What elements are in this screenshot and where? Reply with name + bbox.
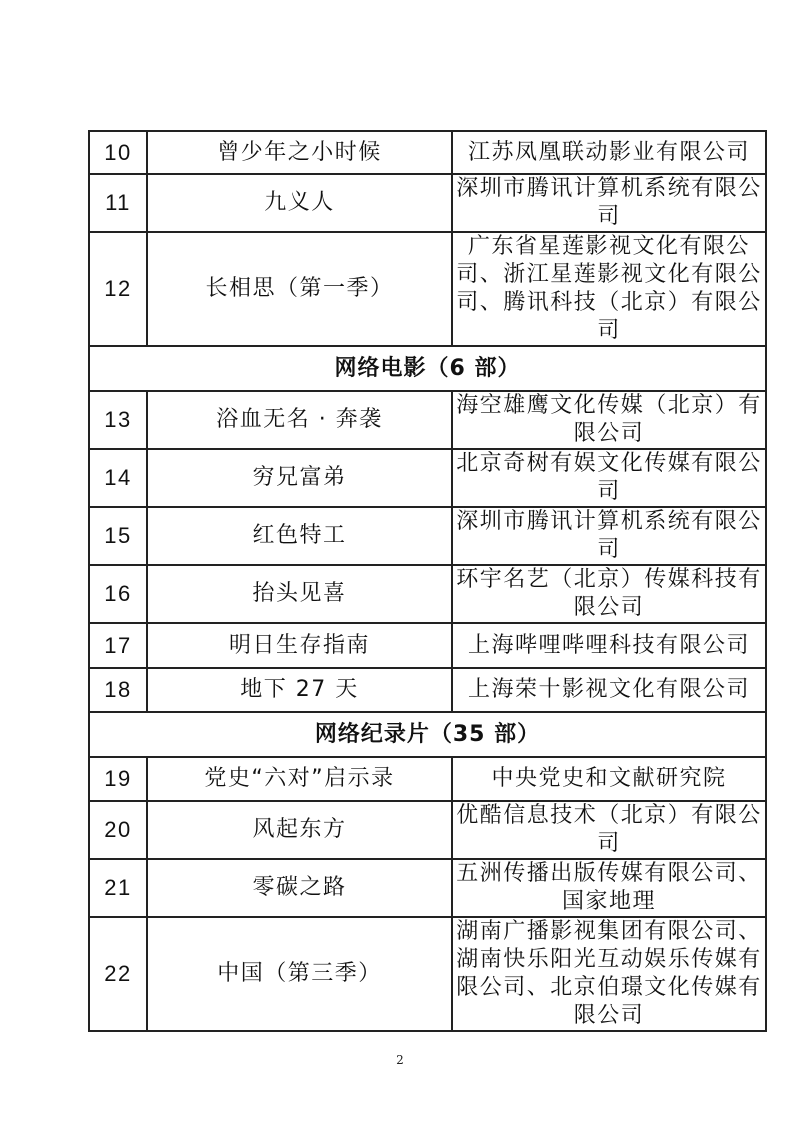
- table-row: [89, 449, 766, 507]
- section-header-row: [89, 346, 766, 391]
- work-title: 曾少年之小时候: [147, 131, 452, 174]
- work-title: 红色特工: [147, 507, 452, 565]
- row-number: 18: [89, 668, 147, 712]
- row-number: 17: [89, 623, 147, 668]
- work-title: 穷兄富弟: [147, 449, 452, 507]
- row-number: 20: [89, 801, 147, 859]
- producer-name: 海空雄鹰文化传媒（北京）有限公司: [456, 393, 762, 446]
- table-row: [89, 668, 766, 712]
- row-number: 12: [89, 232, 147, 346]
- section-title-documentary: 网络纪录片（35 部）: [89, 712, 766, 757]
- row-number: 19: [89, 757, 147, 801]
- row-number: 13: [89, 391, 147, 449]
- producer-cell: [452, 507, 766, 565]
- work-title: 长相思（第一季）: [147, 232, 452, 346]
- section-title-film: 网络电影（6 部）: [89, 346, 766, 391]
- table-row: [89, 917, 766, 1031]
- row-number: 14: [89, 449, 147, 507]
- producer-cell: [452, 623, 766, 668]
- page-number: 2: [396, 1053, 404, 1067]
- row-number: 15: [89, 507, 147, 565]
- table-row: [89, 131, 766, 174]
- producer-cell: [452, 174, 766, 232]
- producer-name: 中央党史和文献研究院: [491, 766, 727, 791]
- producer-name: 五洲传播出版传媒有限公司、国家地理: [456, 861, 762, 914]
- producer-name: 江苏凤凰联动影业有限公司: [467, 139, 750, 165]
- work-title: 九义人: [147, 174, 452, 232]
- producer-name: 上海哔哩哔哩科技有限公司: [467, 632, 750, 658]
- producer-name: 北京奇树有娱文化传媒有限公司: [456, 451, 762, 504]
- table-row: [89, 623, 766, 668]
- table-row: [89, 232, 766, 346]
- table-row: [89, 507, 766, 565]
- producer-cell: [452, 668, 766, 712]
- row-number: 10: [89, 131, 147, 174]
- producer-cell: [452, 917, 766, 1031]
- work-title: 党史“六对”启示录: [147, 757, 452, 801]
- producer-name: 广东省星莲影视文化有限公司、浙江星莲影视文化有限公司、腾讯科技（北京）有限公司: [456, 234, 762, 343]
- work-title: 浴血无名 · 奔袭: [147, 391, 452, 449]
- producer-cell: [452, 757, 766, 801]
- table-row: [89, 757, 766, 801]
- producer-name: 深圳市腾讯计算机系统有限公司: [456, 176, 762, 229]
- table-row: [89, 391, 766, 449]
- producer-cell: [452, 449, 766, 507]
- producer-cell: [452, 801, 766, 859]
- work-title: 地下 27 天: [147, 668, 452, 712]
- work-title: 明日生存指南: [147, 623, 452, 668]
- row-number: 16: [89, 565, 147, 623]
- section-header-row: [89, 712, 766, 757]
- producer-cell: [452, 131, 766, 174]
- table-row: [89, 801, 766, 859]
- table-row: [89, 174, 766, 232]
- producer-cell: [452, 391, 766, 449]
- table-row: [89, 859, 766, 917]
- row-number: 22: [89, 917, 147, 1031]
- producer-name: 深圳市腾讯计算机系统有限公司: [456, 509, 762, 562]
- producer-cell: [452, 565, 766, 623]
- row-number: 11: [89, 174, 147, 232]
- row-number: 21: [89, 859, 147, 917]
- work-title: 中国（第三季）: [147, 917, 452, 1031]
- producer-name: 环宇名艺（北京）传媒科技有限公司: [456, 567, 762, 620]
- work-title: 抬头见喜: [147, 565, 452, 623]
- work-title: 零碳之路: [147, 859, 452, 917]
- producer-name: 上海荣十影视文化有限公司: [467, 677, 750, 702]
- producer-name: 湖南广播影视集团有限公司、湖南快乐阳光互动娱乐传媒有限公司、北京伯璟文化传媒有限公司: [456, 919, 762, 1028]
- works-table: [88, 130, 767, 1032]
- table-row: [89, 565, 766, 623]
- producer-cell: [452, 232, 766, 346]
- producer-cell: [452, 859, 766, 917]
- work-title: 风起东方: [147, 801, 452, 859]
- producer-name: 优酷信息技术（北京）有限公司: [456, 803, 762, 856]
